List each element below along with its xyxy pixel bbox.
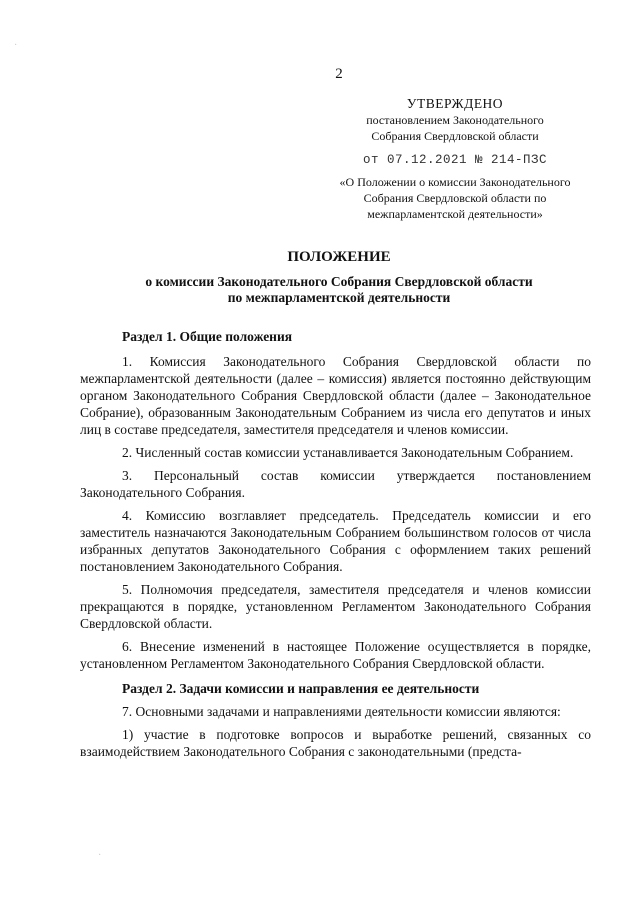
approval-line: Собрания Свердловской области [371,129,539,143]
paragraph: 2. Численный состав комиссии устанавливается Законодательным Собранием. [122,445,574,460]
scan-speck: · [14,40,18,51]
approval-date: от 07.12.2021 № 214-ПЗС [362,153,548,167]
paragraph: 4. Комиссию возглавляет председатель. Председатель комиссии и его заместитель назначаются Законодательным Собранием большинством голосов от числа избранных депутатов Законодательного Собрания с оформлением таких решений постановлением Законодательного Собрания. [80,508,591,574]
paragraph: 1) участие в подготовке вопросов и выработке решений, связанных со взаимодействием Законодательного Собрания с законодательными (предста- [80,727,591,759]
paragraph: 3. Персональный состав комиссии утверждается постановлением Законодательного Собрания. [80,468,591,500]
scan-speck: · [98,850,102,861]
approval-block [330,96,580,222]
approval-line: постановлением Законодательного [366,113,544,127]
approval-stamp: УТВЕРЖДЕНО [406,96,504,111]
section-heading: Раздел 2. Задачи комиссии и направления ее деятельности [122,681,480,696]
paragraph: 6. Внесение изменений в настоящее Положение осуществляется в порядке, установленном Регламентом Законодательного Собрания Свердловской области. [80,639,591,671]
page-number: 2 [335,66,343,82]
approval-reference: межпарламентской деятельности» [367,207,543,221]
document-title-block [80,248,598,306]
approval-reference: Собрания Свердловской области по [363,191,547,205]
paragraph: 7. Основными задачами и направлениями деятельности комиссии являются: [122,704,561,719]
paragraph: 5. Полномочия председателя, заместителя председателя и членов комиссии прекращаются в порядке, установленном Регламентом Законодательного Собрания Свердловской области. [80,582,591,631]
document-subtitle: по межпарламентской деятельности [227,290,451,305]
document-body [80,328,591,766]
document-title: ПОЛОЖЕНИЕ [287,249,391,265]
section-heading: Раздел 1. Общие положения [122,329,293,344]
paragraph: 1. Комиссия Законодательного Собрания Свердловской области по межпарламентской деятельности (далее – комиссия) является постоянно действующим органом Законодательного Собрания Свердловской области (далее – Законодательное Собрание), образованным Законодательным Собранием из числа его депутатов и иных лиц в составе председателя, заместителя председателя и членов комиссии. [80,354,591,437]
approval-reference: «О Положении о комиссии Законодательного [339,175,571,189]
document-subtitle: о комиссии Законодательного Собрания Свердловской области [145,274,533,289]
